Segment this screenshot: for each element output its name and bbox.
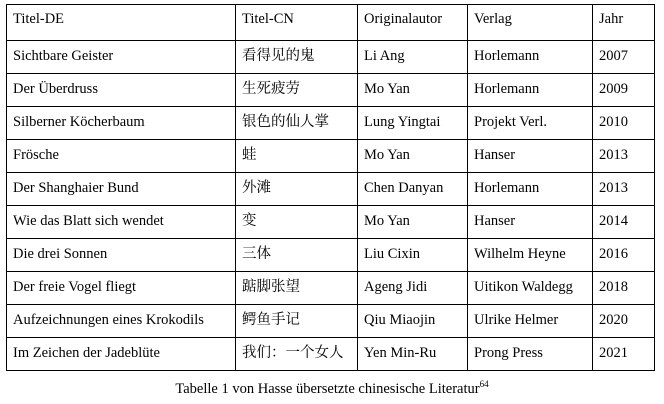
header-verlag: Verlag <box>468 5 593 41</box>
cell-titel-cn: 我们：一个女人 <box>236 338 358 371</box>
cell-verlag: Projekt Verl. <box>468 107 593 140</box>
table-row <box>7 305 655 338</box>
cell-titel-cn: 变 <box>236 206 358 239</box>
cell-originalautor: Li Ang <box>358 41 468 74</box>
table-row <box>7 338 655 371</box>
header-titel-cn: Titel-CN <box>236 5 358 41</box>
cell-verlag: Horlemann <box>468 74 593 107</box>
cell-jahr: 2021 <box>593 338 655 371</box>
cell-titel-de: Die drei Sonnen <box>7 239 236 272</box>
cell-verlag: Horlemann <box>468 41 593 74</box>
cell-jahr: 2010 <box>593 107 655 140</box>
header-jahr: Jahr <box>593 5 655 41</box>
footnote-marker: 64 <box>479 379 489 389</box>
table-row <box>7 107 655 140</box>
table-row <box>7 206 655 239</box>
cell-titel-cn: 鳄鱼手记 <box>236 305 358 338</box>
cell-titel-de: Aufzeichnungen eines Krokodils <box>7 305 236 338</box>
cell-originalautor: Ageng Jidi <box>358 272 468 305</box>
table-caption <box>0 379 664 398</box>
cell-titel-cn: 银色的仙人掌 <box>236 107 358 140</box>
table-header-row <box>7 5 655 41</box>
cell-titel-cn: 三体 <box>236 239 358 272</box>
cell-originalautor: Chen Danyan <box>358 173 468 206</box>
header-originalautor: Originalautor <box>358 5 468 41</box>
cell-jahr: 2013 <box>593 140 655 173</box>
table-row <box>7 74 655 107</box>
cell-titel-de: Der Shanghaier Bund <box>7 173 236 206</box>
cell-titel-cn: 外滩 <box>236 173 358 206</box>
cell-titel-cn: 看得见的鬼 <box>236 41 358 74</box>
cell-jahr: 2007 <box>593 41 655 74</box>
cell-jahr: 2013 <box>593 173 655 206</box>
cell-titel-cn: 踮脚张望 <box>236 272 358 305</box>
table-row <box>7 173 655 206</box>
cell-verlag: Prong Press <box>468 338 593 371</box>
cell-titel-de: Im Zeichen der Jadeblüte <box>7 338 236 371</box>
cell-titel-de: Silberner Köcherbaum <box>7 107 236 140</box>
cell-verlag: Horlemann <box>468 173 593 206</box>
cell-titel-de: Der Überdruss <box>7 74 236 107</box>
cell-titel-de: Frösche <box>7 140 236 173</box>
cell-titel-de: Der freie Vogel fliegt <box>7 272 236 305</box>
cell-originalautor: Liu Cixin <box>358 239 468 272</box>
cell-verlag: Uitikon Waldegg <box>468 272 593 305</box>
cell-originalautor: Lung Yingtai <box>358 107 468 140</box>
table-row <box>7 239 655 272</box>
cell-originalautor: Mo Yan <box>358 206 468 239</box>
cell-originalautor: Qiu Miaojin <box>358 305 468 338</box>
table-row <box>7 272 655 305</box>
cell-titel-de: Wie das Blatt sich wendet <box>7 206 236 239</box>
cell-verlag: Wilhelm Heyne <box>468 239 593 272</box>
cell-jahr: 2014 <box>593 206 655 239</box>
caption-text: Tabelle 1 von Hasse übersetzte chinesische Literatur <box>175 381 480 397</box>
cell-verlag: Ulrike Helmer <box>468 305 593 338</box>
cell-jahr: 2016 <box>593 239 655 272</box>
literature-table <box>6 4 655 371</box>
table-row <box>7 41 655 74</box>
header-titel-de: Titel-DE <box>7 5 236 41</box>
cell-verlag: Hanser <box>468 206 593 239</box>
table-row <box>7 140 655 173</box>
cell-jahr: 2018 <box>593 272 655 305</box>
cell-jahr: 2009 <box>593 74 655 107</box>
cell-jahr: 2020 <box>593 305 655 338</box>
cell-titel-de: Sichtbare Geister <box>7 41 236 74</box>
cell-originalautor: Mo Yan <box>358 140 468 173</box>
cell-verlag: Hanser <box>468 140 593 173</box>
cell-originalautor: Yen Min-Ru <box>358 338 468 371</box>
cell-titel-cn: 蛙 <box>236 140 358 173</box>
cell-originalautor: Mo Yan <box>358 74 468 107</box>
cell-titel-cn: 生死疲劳 <box>236 74 358 107</box>
